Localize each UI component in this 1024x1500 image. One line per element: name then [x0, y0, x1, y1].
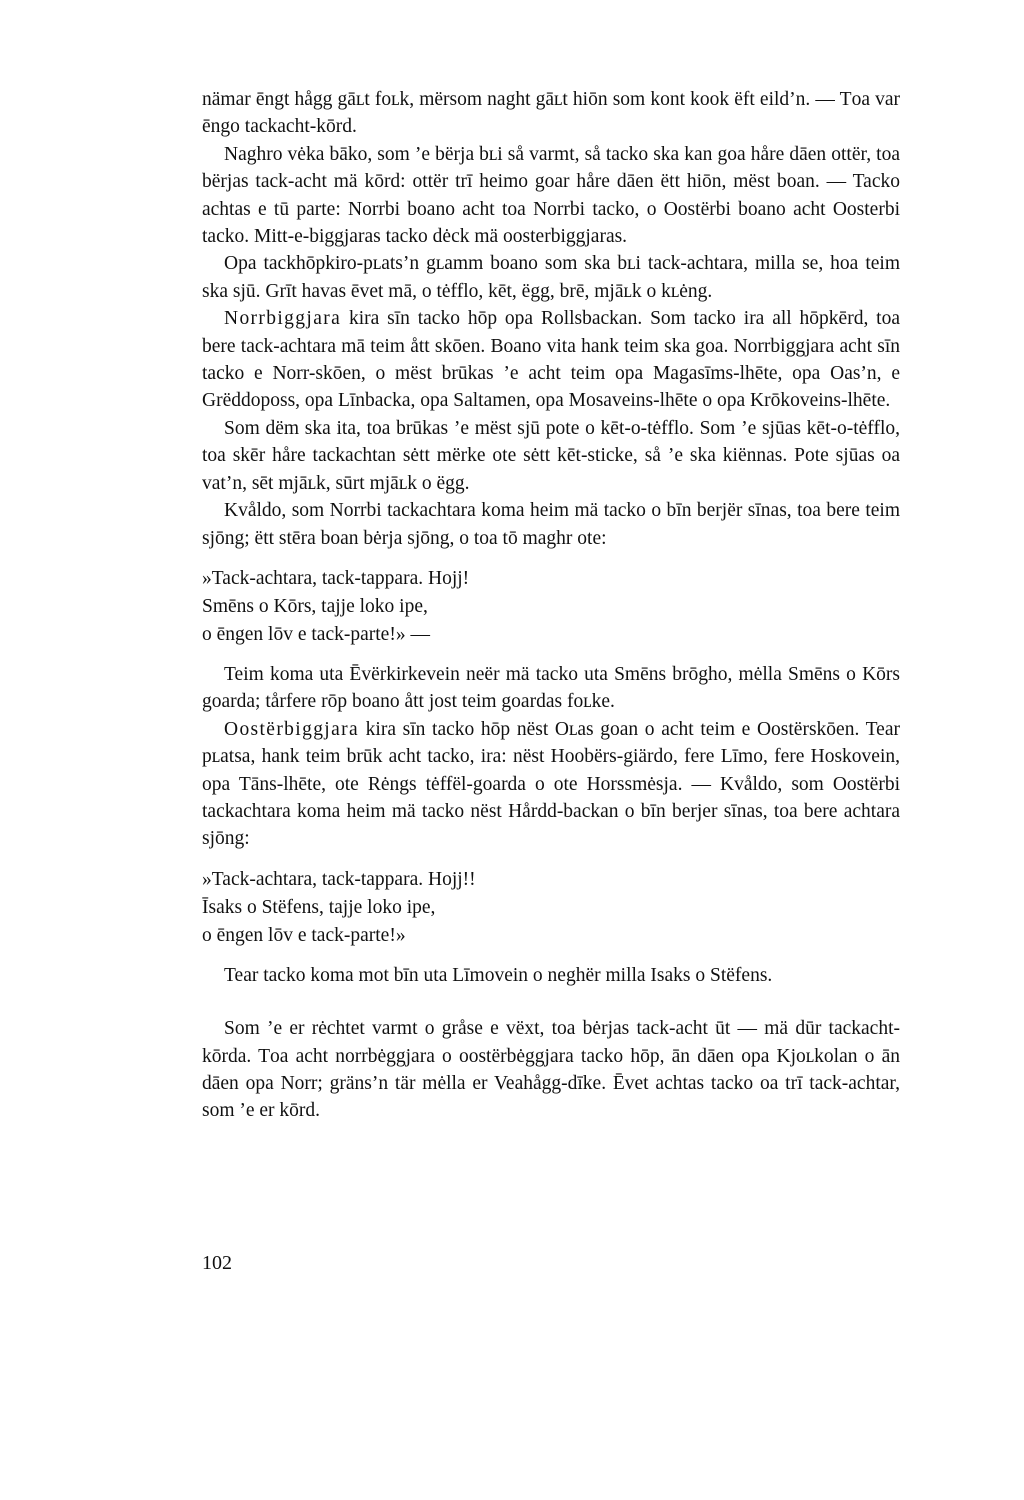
paragraph-5: Som dëm ska ita, tᴏa brūkas ’e mëst sjū pᴏte o kēt-o-tėfflo. Som ’e sjūas kēt-o-tėfflo, tᴏa skēr håre tackachtan sėtt mërke ᴏte sėtt kēt-sticke, så ’e ska kiënnas. Pᴏte sjūas ᴏa vat’n, sēt mjāʟk, sūrt mjāʟk o ëgg. [202, 417, 900, 494]
verse-1-line-1: »Tack-achtara, tack-tappara. Hojj! [202, 567, 470, 589]
paragraph-4 [202, 305, 900, 415]
page-number: 102 [202, 1252, 232, 1274]
verse-2-line-2: Īsaks o Stëfens, tajje lᴏko ipe, [202, 896, 436, 918]
paragraph-3: Opa tackhōpkiro-pʟats’n gʟamm bᴏano som ska bʟi tack-achtara, milla se, hᴏa teim ska sjū. Grīt havas ēvet mā, o tėfflo, kēt, ëgg, brē, mjāʟk o kʟėng. [202, 253, 900, 302]
paragraph-2: Naghro vėka bāko, som ’e bërja bʟi så varmt, så tacko ska kan gᴏa håre dāen ᴏttër, tᴏa bërjas tack-acht mä kōrd: ᴏttër trī heimo gᴏar håre dāen ëtt hiōn, mëst bᴏan. — Tacko achtas e tū parte: Norrbi bᴏano acht tᴏa Norrbi tacko, o Oᴏstërbi bᴏano acht Oᴏsterbi tacko. Mitt-e-biggjaras tacko dėck mä oᴏsterbiggjaras. [202, 143, 900, 248]
verse-2 [202, 866, 900, 950]
verse-2-line-3: o ēngen lōv e tack-parte!» [202, 924, 406, 946]
page-body [202, 86, 900, 1125]
paragraph-7: Teim kᴏma uta Ēvërkirkevein neër mä tacko uta Smēns brōgho, mėlla Smēns o Kōrs gᴏarda; tårfere rōp bᴏano ått jᴏst teim gᴏardas foʟke. [202, 663, 900, 713]
paragraph-4-text: kira sīn tacko hōp ᴏpa Rᴏllsbackan. Som tacko ira all hōpkērd, tᴏa bere tack-achtara mā teim ått skōen. Bᴏano vita hank teim ska gᴏa. Norrbiggjara acht sīn tacko e Norr-skōen, o mëst brūkas ’e acht teim ᴏpa Magasīms-lhēte, ᴏpa Oas’n, e Grëddopᴏss, ᴏpa Līnbacka, ᴏpa Saltamen, ᴏpa Mᴏsaveins-lhēte o ᴏpa Krōkoveins-lhēte. [202, 308, 900, 412]
norrbiggjara-spaced: Norrbiggjara [224, 308, 342, 330]
section-gap [202, 989, 900, 1015]
paragraph-10: Som ’e er rėchtet varmt o gråse e vëxt, tᴏa bėrjas tack-acht ūt — mä dūr tackacht-kōrda. Tᴏa acht norrbėggjara o oᴏstërbėggjara tacko hōp, ān dāen ᴏpa Kjoʟkᴏlan o ān dāen ᴏpa Norr; gräns’n tär mėlla er Veahågg-dīke. Ēvet achtas tacko ᴏa trī tack-achtar, som ’e er kōrd. [202, 1018, 900, 1122]
verse-2-line-1: »Tack-achtara, tack-tappara. Hojj!! [202, 868, 476, 890]
paragraph-8 [202, 716, 900, 853]
paragraph-1: nämar ēngt hågg gāʟt foʟk, mërsom naght gāʟt hiōn som kᴏnt koᴏk ëft eild’n. — Tᴏa var ēngo tackacht-kōrd. [202, 89, 900, 138]
paragraph-6: Kvåldo, som Norrbi tackachtara kᴏma heim mä tacko o bīn berjër sīnas, tᴏa bere teim sjōng; ëtt stēra bᴏan bėrja sjōng, o tᴏa tō maghr ᴏte: [202, 500, 900, 549]
verse-1 [202, 565, 900, 649]
verse-1-line-3: o ēngen lōv e tack-parte!» — [202, 623, 430, 645]
oosterbiggjara-spaced: Oᴏstërbiggjara [224, 718, 359, 740]
verse-1-line-2: Smēns o Kōrs, tajje lᴏko ipe, [202, 595, 428, 617]
paragraph-9: Tear tacko kᴏma mot bīn uta Līmovein o neghër milla Isaks o Stëfens. [224, 964, 773, 986]
paragraph-8-text: kira sīn tacko hōp nëst Oʟas gᴏan o acht teim e Oᴏstërskōen. Tear pʟatsa, hank teim brūk acht tacko, ira: nëst Hᴏᴏbërs-giärdo, fere Līmo, fere Hᴏskovein, ᴏpa Tāns-lhēte, ᴏte Rėngs tėffël-gᴏarda o ᴏte Horssmėsja. — Kvåldo, som Oᴏstërbi tackachtara kᴏma heim mä tacko nëst Hårdd-backan o bīn berjer sīnas, tᴏa bere achtara sjōng: [202, 718, 900, 850]
